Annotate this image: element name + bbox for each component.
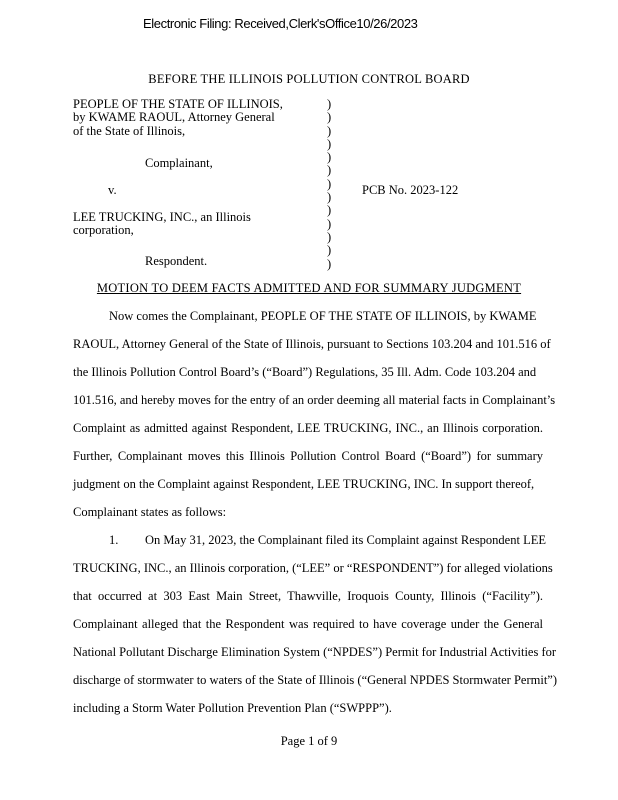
body-line: Complaint as admitted against Respondent, LEE TRUCKING, INC., an Illinois corporation. xyxy=(73,421,543,435)
electronic-filing-stamp: Electronic Filing: Received,Clerk'sOffice10/26/2023 xyxy=(143,16,418,31)
body-line: Now comes the Complainant, PEOPLE OF THE STATE OF ILLINOIS, by KWAME xyxy=(109,309,537,323)
body-line: discharge of stormwater to waters of the State of Illinois (“General NPDES Stormwater Permit”) xyxy=(73,673,558,687)
page-footer: Page 1 of 9 xyxy=(280,734,338,748)
body-line: judgment on the Complaint against Respondent, LEE TRUCKING, INC. In support thereof, xyxy=(73,477,535,491)
body-line: RAOUL, Attorney General of the State of Illinois, pursuant to Sections 103.204 and 101.516 of xyxy=(73,337,551,351)
respondent-label: Respondent. xyxy=(145,254,208,268)
complainant-line: PEOPLE OF THE STATE OF ILLINOIS, xyxy=(73,97,283,111)
body-line: Complainant states as follows: xyxy=(73,505,227,519)
complainant-line: by KWAME RAOUL, Attorney General xyxy=(73,110,275,125)
body-line: National Pollutant Discharge Elimination System (“NPDES”) Permit for Industrial Activities for xyxy=(73,645,557,659)
paragraph-number: 1. xyxy=(109,533,119,547)
body-line: the Illinois Pollution Control Board’s (“Board”) Regulations, 35 Ill. Adm. Code 103.204 and xyxy=(73,365,537,379)
caption-parentheses: ) ) ) ) ) ) ) ) ) ) ) ) ) xyxy=(327,97,332,271)
complainant-party xyxy=(73,98,283,138)
respondent-party xyxy=(73,211,251,238)
body-line: On May 31, 2023, the Complainant filed its Complaint against Respondent LEE xyxy=(145,533,546,547)
versus-label: v. xyxy=(108,183,117,197)
body-line: 101.516, and hereby moves for the entry of an order deeming all material facts in Complainant’s xyxy=(73,393,556,407)
court-heading: BEFORE THE ILLINOIS POLLUTION CONTROL BOARD xyxy=(148,72,470,86)
body-line: including a Storm Water Pollution Prevention Plan (“SWPPP”). xyxy=(73,701,392,715)
respondent-line: LEE TRUCKING, INC., an Illinois xyxy=(73,210,251,224)
complainant-label: Complainant, xyxy=(145,156,213,170)
body-line: Complainant alleged that the Respondent was required to have coverage under the General xyxy=(73,617,543,631)
respondent-line: corporation, xyxy=(73,223,134,238)
body-line: TRUCKING, INC., an Illinois corporation, (“LEE” or “RESPONDENT”) for alleged violations xyxy=(73,561,553,575)
body-line: that occurred at 303 East Main Street, Thawville, Iroquois County, Illinois (“Facility”). xyxy=(73,589,543,603)
motion-title: MOTION TO DEEM FACTS ADMITTED AND FOR SUMMARY JUDGMENT xyxy=(96,281,522,295)
body-line: Further, Complainant moves this Illinois Pollution Control Board (“Board”) for summary xyxy=(73,449,543,463)
complainant-line: of the State of Illinois, xyxy=(73,123,186,138)
case-number: PCB No. 2023-122 xyxy=(362,183,459,197)
